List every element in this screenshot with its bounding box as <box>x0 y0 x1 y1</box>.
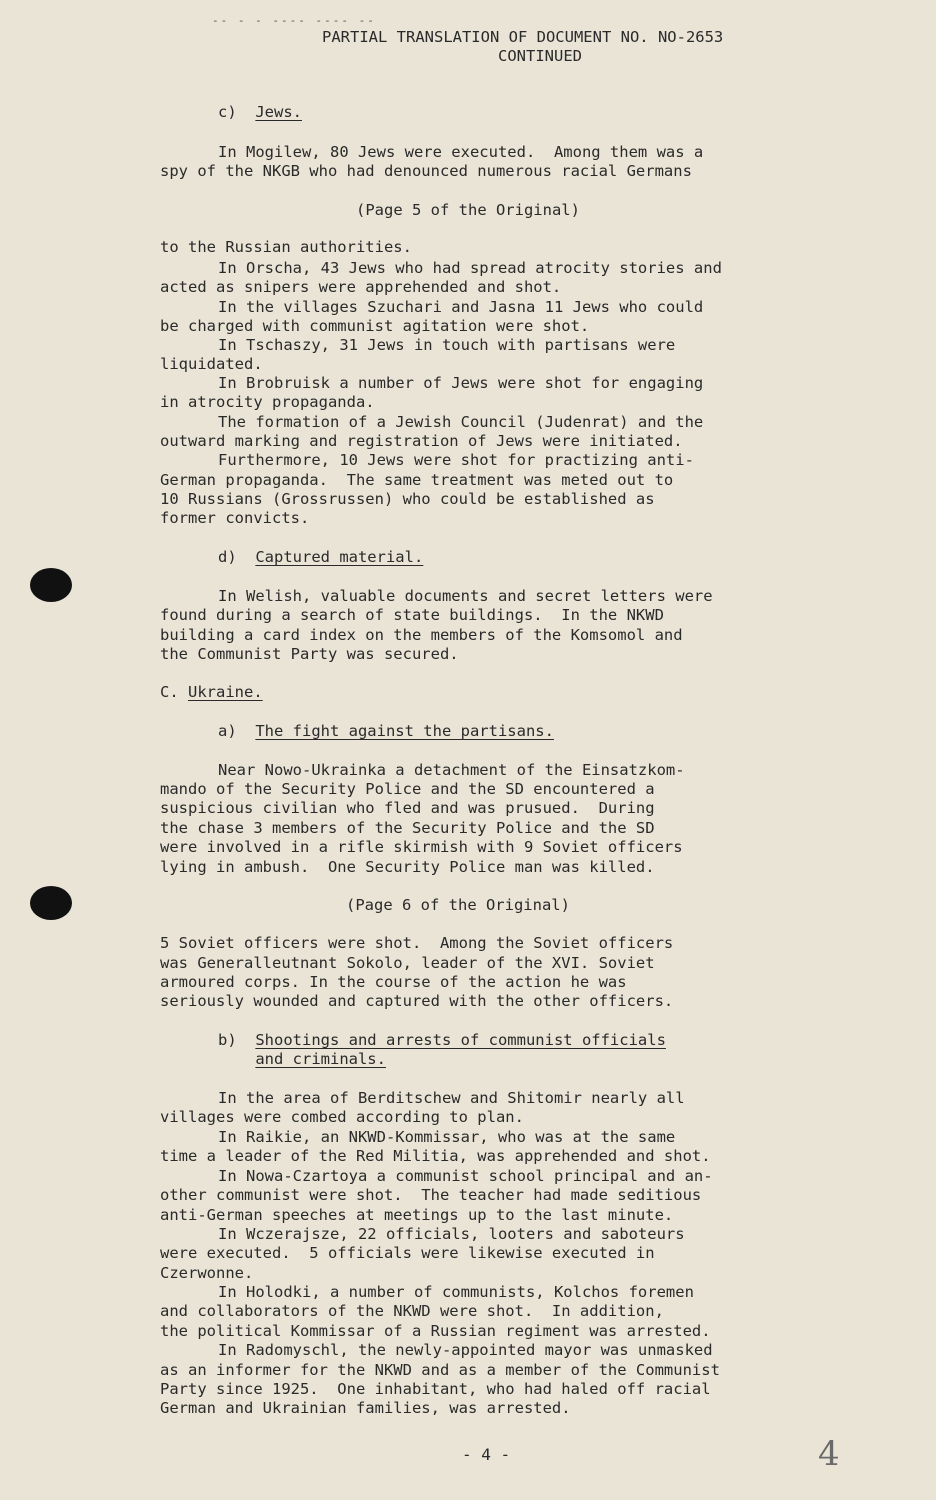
text-line: and collaborators of the NKWD were shot. In addition, <box>160 1302 664 1320</box>
text-line: 10 Russians (Grossrussen) who could be established as <box>160 490 655 508</box>
text-line: Czerwonne. <box>160 1264 254 1282</box>
text-line: time a leader of the Red Militia, was apprehended and shot. <box>160 1147 711 1165</box>
text-line: as an informer for the NKWD and as a member of the Communist <box>160 1361 720 1379</box>
text-line: the Communist Party was secured. <box>160 645 459 663</box>
text-line: d) Captured material. <box>218 548 424 566</box>
text-line: and criminals. <box>255 1050 386 1068</box>
text-line: suspicious civilian who fled and was prusued. During <box>160 799 655 817</box>
text-line: c) Jews. <box>218 103 302 121</box>
text-line: Near Nowo-Ukrainka a detachment of the Einsatzkom- <box>218 761 685 779</box>
text-line: In Nowa-Czartoya a communist school principal and an- <box>218 1167 713 1185</box>
header-dash-mark: -- - - ---- ---- -- <box>212 14 376 27</box>
text-line: In Welish, valuable documents and secret letters were <box>218 587 713 605</box>
text-line: acted as snipers were apprehended and shot. <box>160 278 562 296</box>
text-line: armoured corps. In the course of the action he was <box>160 973 627 991</box>
text-line: In the area of Berditschew and Shitomir nearly all <box>218 1089 685 1107</box>
text-line: to the Russian authorities. <box>160 238 412 256</box>
punch-hole <box>30 568 72 602</box>
text-line: In Wczerajsze, 22 officials, looters and saboteurs <box>218 1225 685 1243</box>
text-line: C. Ukraine. <box>160 683 263 701</box>
text-line: spy of the NKGB who had denounced numerous racial Germans <box>160 162 692 180</box>
text-line: the political Kommissar of a Russian regiment was arrested. <box>160 1322 711 1340</box>
text-line: liquidated. <box>160 355 263 373</box>
text-line: 5 Soviet officers were shot. Among the Soviet officers <box>160 934 674 952</box>
text-line: In Mogilew, 80 Jews were executed. Among them was a <box>218 143 704 161</box>
text-line: the chase 3 members of the Security Police and the SD <box>160 819 655 837</box>
text-line: In Brobruisk a number of Jews were shot for engaging <box>218 374 704 392</box>
page-number: - 4 - <box>462 1445 511 1464</box>
punch-hole <box>30 886 72 920</box>
text-line: lying in ambush. One Security Police man was killed. <box>160 858 655 876</box>
text-line: in atrocity propaganda. <box>160 393 375 411</box>
text-line: mando of the Security Police and the SD encountered a <box>160 780 655 798</box>
text-line: were involved in a rifle skirmish with 9 Soviet officers <box>160 838 683 856</box>
text-line: were executed. 5 officials were likewise executed in <box>160 1244 655 1262</box>
text-line: found during a search of state buildings. In the NKWD <box>160 606 664 624</box>
doc-title: PARTIAL TRANSLATION OF DOCUMENT NO. NO-2653 <box>322 28 724 46</box>
text-line: German and Ukrainian families, was arrested. <box>160 1399 571 1417</box>
doc-subtitle: CONTINUED <box>498 47 582 65</box>
handwritten-page-mark: 4 <box>818 1434 840 1474</box>
text-line: The formation of a Jewish Council (Judenrat) and the <box>218 413 704 431</box>
text-line: Party since 1925. One inhabitant, who had haled off racial <box>160 1380 711 1398</box>
text-line: (Page 5 of the Original) <box>356 201 580 219</box>
text-line: anti-German speeches at meetings up to the last minute. <box>160 1206 674 1224</box>
text-line: (Page 6 of the Original) <box>346 896 570 914</box>
text-line: Furthermore, 10 Jews were shot for practizing anti- <box>218 451 694 469</box>
text-line: former convicts. <box>160 509 310 527</box>
text-line: outward marking and registration of Jews were initiated. <box>160 432 683 450</box>
text-line: a) The fight against the partisans. <box>218 722 554 740</box>
text-line: In Tschaszy, 31 Jews in touch with partisans were <box>218 336 676 354</box>
text-line: villages were combed according to plan. <box>160 1108 524 1126</box>
text-line: building a card index on the members of the Komsomol and <box>160 626 683 644</box>
text-line: In the villages Szuchari and Jasna 11 Jews who could <box>218 298 704 316</box>
text-line: In Raikie, an NKWD-Kommissar, who was at the same <box>218 1128 676 1146</box>
text-line: other communist were shot. The teacher had made seditious <box>160 1186 702 1204</box>
text-line: In Holodki, a number of communists, Kolchos foremen <box>218 1283 694 1301</box>
text-line: German propaganda. The same treatment was meted out to <box>160 471 674 489</box>
text-line: was Generalleutnant Sokolo, leader of the XVI. Soviet <box>160 954 655 972</box>
text-line: In Orscha, 43 Jews who had spread atrocity stories and <box>218 259 722 277</box>
text-line: b) Shootings and arrests of communist officials <box>218 1031 666 1049</box>
text-line: In Radomyschl, the newly-appointed mayor was unmasked <box>218 1341 713 1359</box>
text-line: seriously wounded and captured with the other officers. <box>160 992 674 1010</box>
text-line: be charged with communist agitation were shot. <box>160 317 590 335</box>
